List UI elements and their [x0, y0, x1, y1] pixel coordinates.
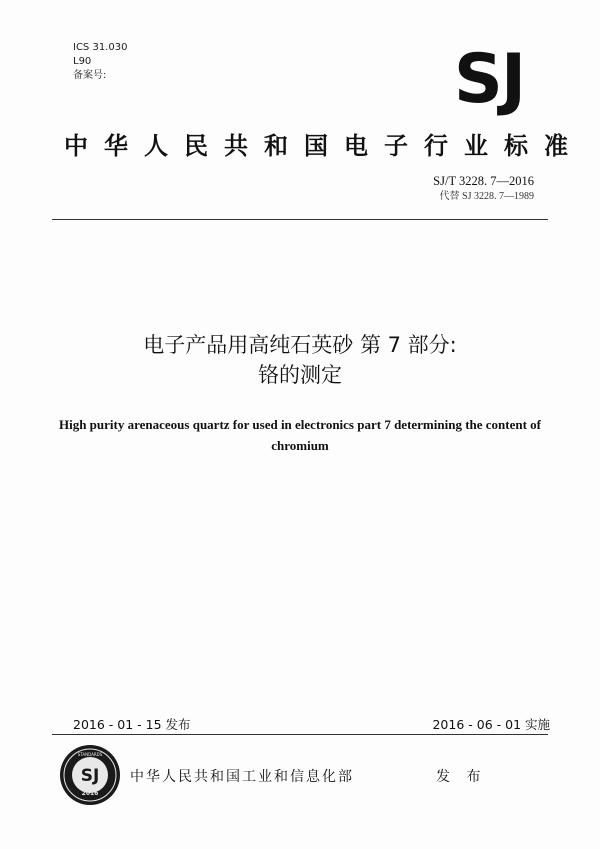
chinese-title [0, 330, 600, 390]
svg-text:SJ: SJ [80, 766, 100, 786]
sj-logo-text: SJ [453, 40, 525, 119]
standard-number-block [433, 173, 534, 205]
svg-text:STANDARDS: STANDARDS [77, 752, 103, 757]
ics-code: ICS 31.030 [73, 42, 128, 53]
issue-label: 发 布 [436, 769, 487, 785]
standard-number: SJ/T 3228. 7—2016 [433, 174, 534, 188]
classification-block [73, 41, 127, 83]
effective-date: 2016 - 06 - 01 实施 [432, 717, 550, 732]
filing-number: 备案号: [73, 70, 107, 81]
ccs-code: L90 [73, 56, 92, 67]
replaces-standard: 代替 SJ 3228. 7—1989 [439, 191, 534, 202]
chinese-title-line1: 电子产品用高纯石英砂 第 7 部分: [143, 333, 457, 357]
top-divider [52, 219, 548, 220]
standard-category-title: 中华人民共和国电子行业标准 [64, 132, 584, 160]
issuing-authority: 中华人民共和国工业和信息化部 [130, 769, 354, 785]
sj-standards-seal-icon [59, 744, 121, 806]
svg-text:2016: 2016 [81, 790, 99, 797]
english-title: High purity arenaceous quartz for used in electronics part 7 determining the content of chromium [58, 417, 542, 453]
issue-date: 2016 - 01 - 15 发布 [73, 717, 191, 732]
bottom-divider [52, 734, 548, 735]
sj-logo [436, 40, 542, 119]
chinese-title-line2: 铬的测定 [258, 363, 342, 387]
